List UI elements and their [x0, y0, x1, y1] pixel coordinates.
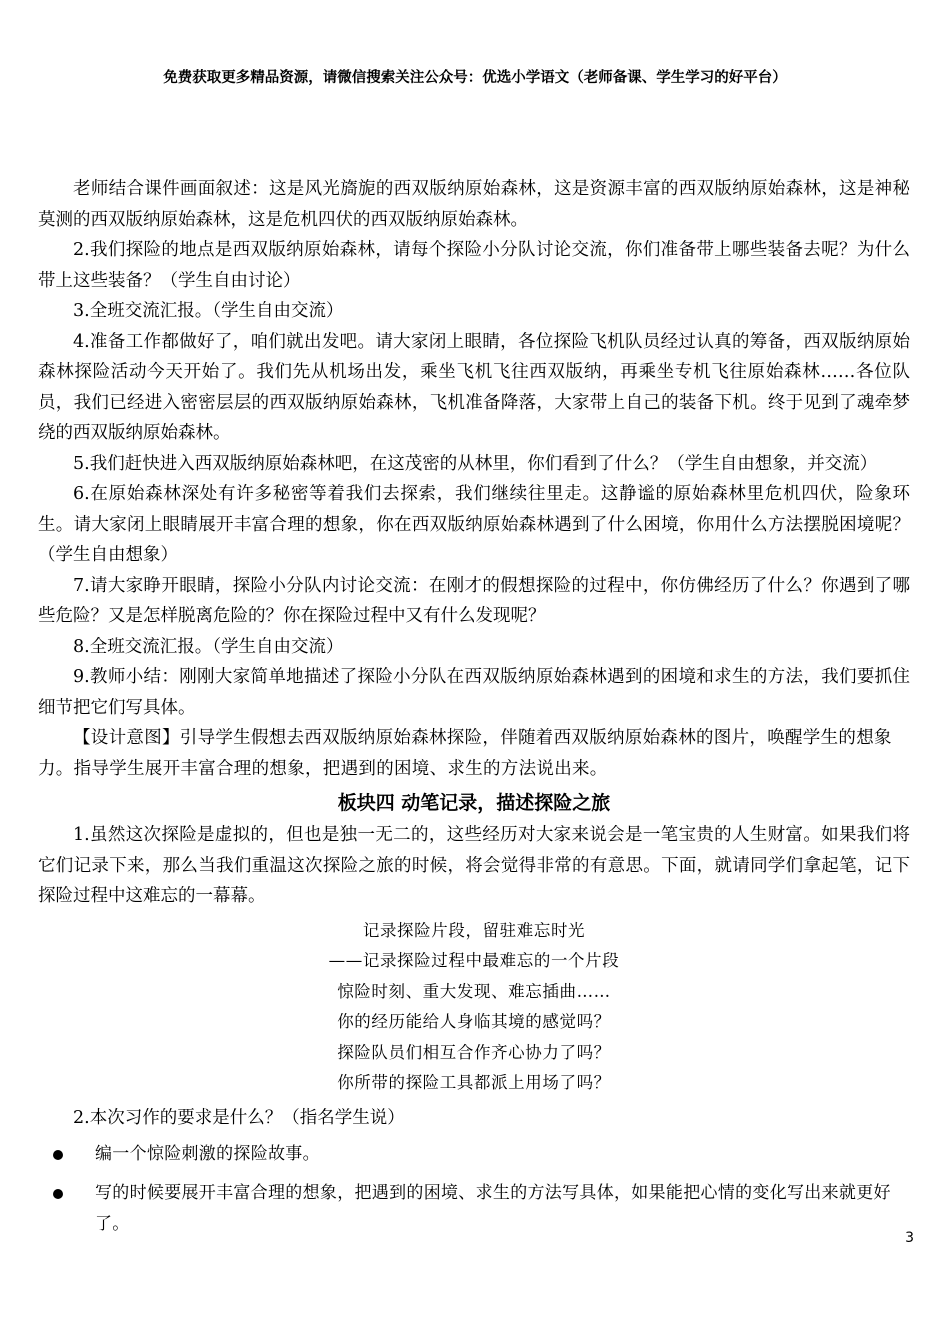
list-item — [38, 1139, 910, 1170]
poem-line: 探险队员们相互合作齐心协力了吗？ — [337, 1042, 611, 1062]
paragraph-step-9: 9.教师小结：刚刚大家简单地描述了探险小分队在西双版纳原始森林遇到的困境和求生的方法，我们要抓住细节把它们写具体。 — [38, 667, 910, 718]
bullet-dot-icon — [53, 1150, 63, 1160]
poem-line: 记录探险片段，留驻难忘时光 — [362, 920, 586, 940]
page-header-banner: 免费获取更多精品资源，请微信搜索关注公众号：优选小学语文（老师备课、学生学习的好平台） — [163, 70, 787, 86]
section-paragraph-1: 1.虽然这次探险是虚拟的，但也是独一无二的，这些经历对大家来说会是一笔宝贵的人生财富。如果我们将它们记录下来，那么当我们重温这次探险之旅的时候，将会觉得非常的有意思。下面，就请同学们拿起笔，记下探险过程中这难忘的一幕幕。 — [38, 825, 910, 906]
paragraph-step-6: 6.在原始森林深处有许多秘密等着我们去探索，我们继续往里走。这静谧的原始森林里危机四伏，险象环生。请大家闭上眼睛展开丰富合理的想象，你在西双版纳原始森林遇到了什么困境，你用什么方法摆脱困境呢？（学生自由想象） — [38, 484, 910, 565]
document-body — [38, 174, 910, 1248]
paragraph-step-2: 2.我们探险的地点是西双版纳原始森林，请每个探险小分队讨论交流，你们准备带上哪些装备去呢？为什么带上这些装备？（学生自由讨论） — [38, 240, 910, 291]
paragraph-step-3: 3.全班交流汇报。（学生自由交流） — [73, 301, 344, 321]
paragraph-step-5: 5.我们赶快进入西双版纳原始森林吧，在这茂密的从林里，你们看到了什么？（学生自由想象，并交流） — [73, 453, 878, 474]
prompt-poem — [38, 916, 910, 1099]
bullet-dot-icon — [53, 1189, 63, 1199]
design-intent-note: 【设计意图】引导学生假想去西双版纳原始森林探险，伴随着西双版纳原始森林的图片，唤醒学生的想象力。指导学生展开丰富合理的想象，把遇到的困境、求生的方法说出来。 — [38, 728, 892, 779]
page-number: 3 — [905, 1230, 914, 1246]
paragraph-step-7: 7.请大家睁开眼睛，探险小分队内讨论交流：在刚才的假想探险的过程中，你仿佛经历了什么？你遇到了哪些危险？又是怎样脱离危险的？你在探险过程中又有什么发现呢？ — [38, 575, 910, 626]
section-heading: 板块四 动笔记录，描述探险之旅 — [337, 792, 611, 814]
paragraph-narration: 老师结合课件画面叙述：这是风光旖旎的西双版纳原始森林，这是资源丰富的西双版纳原始森林，这是神秘莫测的西双版纳原始森林，这是危机四伏的西双版纳原始森林。 — [38, 179, 910, 230]
paragraph-step-4: 4.准备工作都做好了，咱们就出发吧。请大家闭上眼睛，各位探险飞机队员经过认真的筹备，西双版纳原始森林探险活动今天开始了。我们先从机场出发，乘坐飞机飞往西双版纳，再乘坐专机飞往原始森林……各位队员，我们已经进入密密层层的西双版纳原始森林，飞机准备降落，大家带上自己的装备下机。终于见到了魂牵梦绕的西双版纳原始森林。 — [38, 331, 910, 443]
poem-line: ——记录探险过程中最难忘的一个片段 — [328, 951, 620, 970]
requirement-list — [38, 1139, 910, 1240]
poem-line: 惊险时刻、重大发现、难忘插曲…… — [337, 981, 611, 1001]
poem-line: 你所带的探险工具都派上用场了吗？ — [337, 1073, 611, 1092]
list-item-text: 写的时候要展开丰富合理的想象，把遇到的困境、求生的方法写具体，如果能把心情的变化写出来就更好了。 — [95, 1183, 891, 1234]
list-item — [38, 1178, 910, 1240]
list-item-text: 编一个惊险刺激的探险故事。 — [95, 1144, 320, 1164]
poem-line: 你的经历能给人身临其境的感觉吗？ — [337, 1012, 611, 1031]
paragraph-step-8: 8.全班交流汇报。（学生自由交流） — [73, 636, 344, 657]
section-paragraph-2: 2.本次习作的要求是什么？（指名学生说） — [73, 1107, 405, 1128]
